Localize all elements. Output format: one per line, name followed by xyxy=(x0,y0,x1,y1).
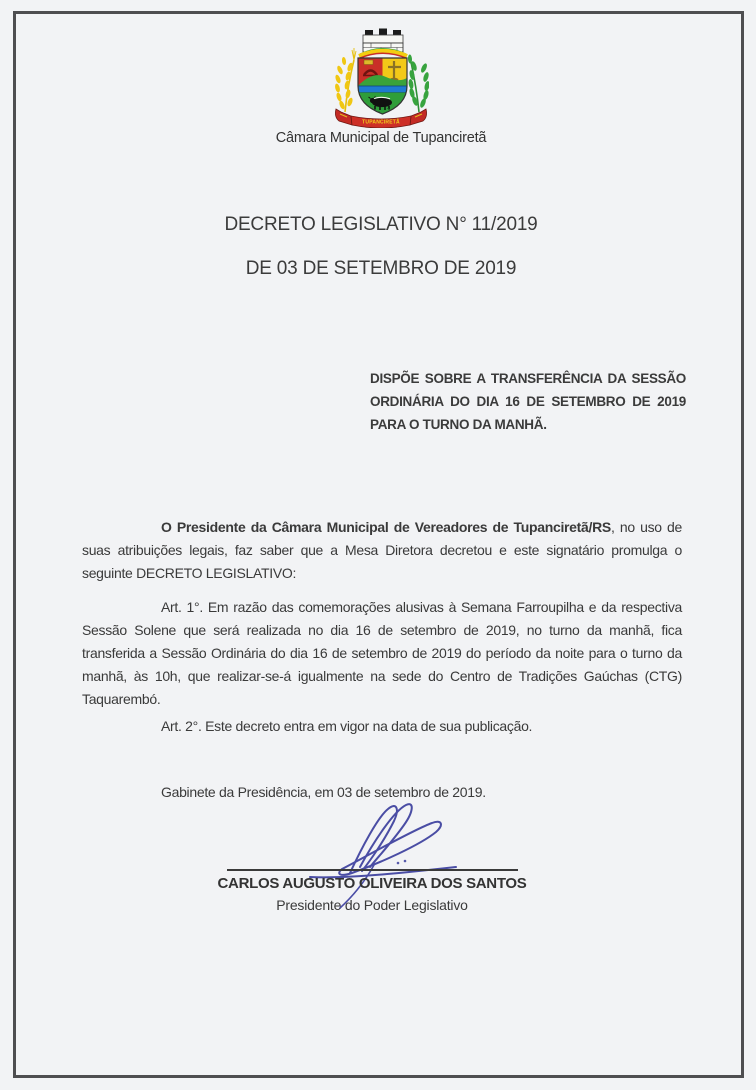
closing-place-date: Gabinete da Presidência, em 03 de setembro de 2019. xyxy=(161,784,486,800)
shield xyxy=(358,58,407,115)
wheat-stalk-icon xyxy=(334,48,356,112)
preamble-lead: O Presidente da Câmara Municipal de Vereadores de Tupanciretã/RS xyxy=(161,519,611,535)
handwritten-signature xyxy=(290,795,480,910)
municipal-coat-of-arms xyxy=(333,28,429,128)
decree-title: DECRETO LEGISLATIVO N° 11/2019 xyxy=(224,214,538,235)
plaque xyxy=(364,60,373,65)
preamble-rest: , no uso de suas atribuições legais, faz saber que a Mesa Diretora decretou e este signatário promulga o seguinte DECRETO LEGISLATIVO: xyxy=(82,519,682,581)
decree-summary: DISPÕE SOBRE A TRANSFERÊNCIA DA SESSÃO ORDINÁRIA DO DIA 16 DE SETEMBRO DE 2019 PARA O TURNO DA MANHÃ. xyxy=(370,371,686,432)
signer-name: CARLOS AUGUSTO OLIVEIRA DOS SANTOS xyxy=(217,875,527,892)
leafy-branch-icon xyxy=(408,54,429,112)
preamble-paragraph xyxy=(82,516,682,585)
ribbon-text: TUPANCIRETÃ xyxy=(362,119,400,126)
signature-line xyxy=(227,869,518,871)
signer-role: Presidente do Poder Legislativo xyxy=(276,897,468,913)
institution-name: Câmara Municipal de Tupanciretã xyxy=(275,130,487,146)
article-1: Art. 1°. Em razão das comemorações alusivas à Semana Farroupilha e da respectiva Sessão Solene que será realizada no dia 16 de setembro de 2019, no turno da manhã, fica transferida a Sessão Ordinária do dia 16 de setembro de 2019 do período da noite para o turno da manhã, às 10h, que realizar-se-á igualmente na sede do Centro de Tradições Gaúchas (CTG) Taquarembó. xyxy=(82,599,682,707)
article-2: Art. 2°. Este decreto entra em vigor na data de sua publicação. xyxy=(161,718,533,734)
decree-date-subtitle: DE 03 DE SETEMBRO DE 2019 xyxy=(245,258,517,279)
river xyxy=(358,86,407,93)
